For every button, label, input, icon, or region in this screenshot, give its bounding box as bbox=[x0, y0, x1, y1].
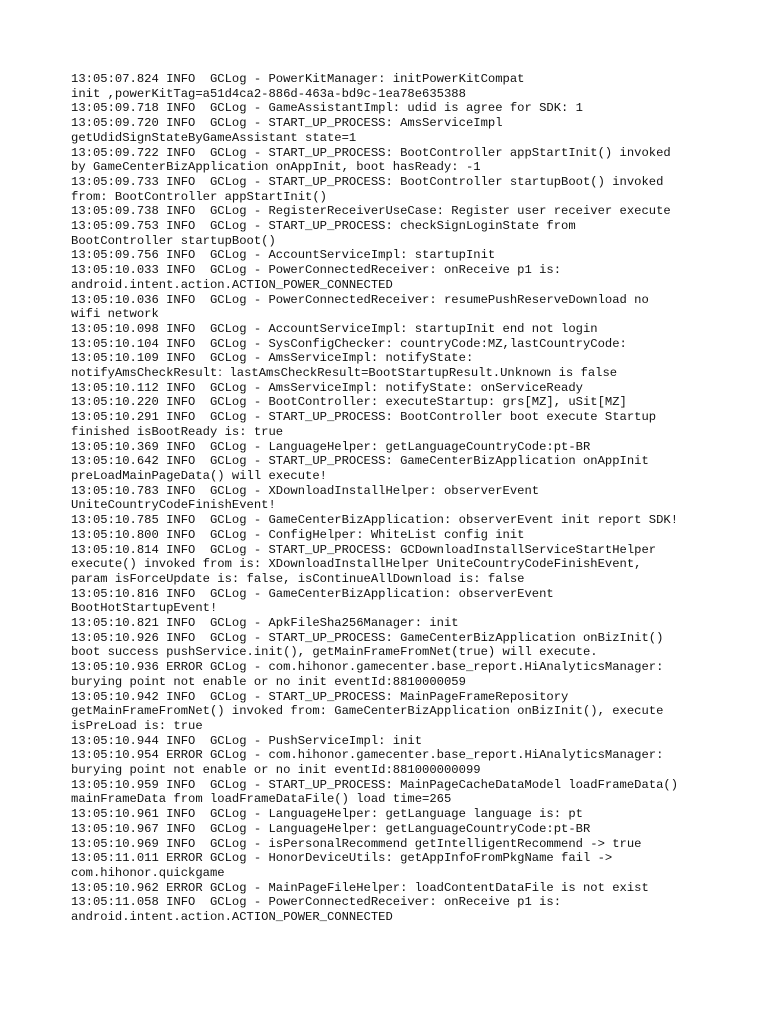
log-line: 13:05:10.961 INFO GCLog - LanguageHelper: getLanguage language is: pt bbox=[71, 807, 583, 822]
log-line: 13:05:10.036 INFO GCLog - PowerConnectedReceiver: resumePushReserveDownload no bbox=[71, 292, 649, 307]
log-line: 13:05:09.720 INFO GCLog - START_UP_PROCESS: AmsServiceImpl bbox=[71, 116, 503, 131]
log-line: 13:05:10.783 INFO GCLog - XDownloadInstallHelper: observerEvent bbox=[71, 483, 540, 498]
log-line: 13:05:11.011 ERROR GCLog - HonorDeviceUtils: getAppInfoFromPkgName fail -> bbox=[71, 851, 613, 866]
log-line: boot success pushService.init(), getMainFrameFromNet(true) will execute. bbox=[71, 645, 598, 660]
log-line: init ,powerKitTag=a51d4ca2-886d-463a-bd9c-1ea78e635388 bbox=[71, 86, 466, 101]
log-line: execute() invoked from is: XDownloadInstallHelper UniteCountryCodeFinishEvent, bbox=[71, 557, 642, 572]
log-line: 13:05:11.058 INFO GCLog - PowerConnectedReceiver: onReceive p1 is: bbox=[71, 895, 562, 910]
log-line: 13:05:10.104 INFO GCLog - SysConfigChecker: countryCode:MZ,lastCountryCode: bbox=[71, 336, 627, 351]
log-line: 13:05:09.733 INFO GCLog - START_UP_PROCESS: BootController startupBoot() invoked bbox=[71, 174, 664, 189]
log-line: 13:05:10.959 INFO GCLog - START_UP_PROCESS: MainPageCacheDataModel loadFrameData() bbox=[71, 777, 679, 792]
log-line: 13:05:10.291 INFO GCLog - START_UP_PROCESS: BootController boot execute Startup bbox=[71, 410, 657, 425]
log-line: 13:05:10.369 INFO GCLog - LanguageHelper: getLanguageCountryCode:pt-BR bbox=[71, 439, 591, 454]
log-line: 13:05:10.926 INFO GCLog - START_UP_PROCESS: GameCenterBizApplication onBizInit() bbox=[71, 630, 664, 645]
log-line: 13:05:10.033 INFO GCLog - PowerConnectedReceiver: onReceive p1 is: bbox=[71, 263, 562, 278]
log-line: 13:05:10.944 INFO GCLog - PushServiceImpl: init bbox=[71, 733, 423, 748]
log-line: finished isBootReady is: true bbox=[71, 424, 284, 439]
log-text-block bbox=[71, 72, 711, 925]
log-line: wifi network bbox=[71, 307, 159, 322]
log-line: BootHotStartupEvent! bbox=[71, 601, 218, 616]
log-line: 13:05:10.821 INFO GCLog - ApkFileSha256Manager: init bbox=[71, 616, 459, 631]
log-line: preLoadMainPageData() will execute! bbox=[71, 468, 327, 483]
log-line: 13:05:10.814 INFO GCLog - START_UP_PROCESS: GCDownloadInstallServiceStartHelper bbox=[71, 542, 657, 557]
log-line: 13:05:10.962 ERROR GCLog - MainPageFileHelper: loadContentDataFile is not exist bbox=[71, 880, 649, 895]
log-line: 13:05:10.800 INFO GCLog - ConfigHelper: WhiteList config init bbox=[71, 527, 525, 542]
log-line: from: BootController appStartInit() bbox=[71, 189, 327, 204]
log-line: 13:05:10.109 INFO GCLog - AmsServiceImpl: notifyState: bbox=[71, 351, 474, 366]
log-line: 13:05:10.954 ERROR GCLog - com.hihonor.gamecenter.base_report.HiAnalyticsManager: bbox=[71, 748, 664, 763]
log-line: BootController startupBoot() bbox=[71, 233, 276, 248]
log-line: 13:05:10.936 ERROR GCLog - com.hihonor.gamecenter.base_report.HiAnalyticsManager: bbox=[71, 660, 664, 675]
log-line: param isForceUpdate is: false, isContinueAllDownload is: false bbox=[71, 571, 525, 586]
log-line: 13:05:10.642 INFO GCLog - START_UP_PROCESS: GameCenterBizApplication onAppInit bbox=[71, 454, 649, 469]
log-line: com.hihonor.quickgame bbox=[71, 865, 225, 880]
log-line: 13:05:09.722 INFO GCLog - START_UP_PROCESS: BootController appStartInit() invoked bbox=[71, 145, 671, 160]
log-line: 13:05:10.785 INFO GCLog - GameCenterBizApplication: observerEvent init report SDK! bbox=[71, 513, 679, 528]
log-line: getUdidSignStateByGameAssistant state=1 bbox=[71, 130, 357, 145]
log-line: 13:05:10.112 INFO GCLog - AmsServiceImpl: notifyState: onServiceReady bbox=[71, 380, 583, 395]
log-line: 13:05:10.969 INFO GCLog - isPersonalRecommend getIntelligentRecommend -> true bbox=[71, 836, 642, 851]
log-line: burying point not enable or no init eventId:881000000099 bbox=[71, 763, 481, 778]
log-line: android.intent.action.ACTION_POWER_CONNECTED bbox=[71, 277, 393, 292]
log-line: 13:05:10.098 INFO GCLog - AccountServiceImpl: startupInit end not login bbox=[71, 321, 598, 336]
log-document bbox=[71, 72, 711, 925]
log-line: mainFrameData from loadFrameDataFile() load time=265 bbox=[71, 792, 452, 807]
log-line: by GameCenterBizApplication onAppInit, boot hasReady: -1 bbox=[71, 160, 481, 175]
log-line: 13:05:07.824 INFO GCLog - PowerKitManager: initPowerKitCompat bbox=[71, 72, 525, 86]
log-line: 13:05:09.753 INFO GCLog - START_UP_PROCESS: checkSignLoginState from bbox=[71, 219, 576, 234]
log-line: getMainFrameFromNet() invoked from: GameCenterBizApplication onBizInit(), execute bbox=[71, 704, 664, 719]
log-line: 13:05:09.718 INFO GCLog - GameAssistantImpl: udid is agree for SDK: 1 bbox=[71, 101, 583, 116]
log-line: 13:05:10.816 INFO GCLog - GameCenterBizApplication: observerEvent bbox=[71, 586, 554, 601]
log-line: 13:05:09.738 INFO GCLog - RegisterReceiverUseCase: Register user receiver execute bbox=[71, 204, 671, 219]
log-line: burying point not enable or no init eventId:8810000059 bbox=[71, 674, 466, 689]
log-line: isPreLoad is: true bbox=[71, 718, 203, 733]
log-line: 13:05:09.756 INFO GCLog - AccountServiceImpl: startupInit bbox=[71, 248, 496, 263]
log-line: notifyAmsCheckResult：lastAmsCheckResult=BootStartupResult.Unknown is false bbox=[71, 366, 618, 381]
log-line: android.intent.action.ACTION_POWER_CONNECTED bbox=[71, 910, 393, 925]
log-line: 13:05:10.967 INFO GCLog - LanguageHelper: getLanguageCountryCode:pt-BR bbox=[71, 821, 591, 836]
log-line: 13:05:10.220 INFO GCLog - BootController: executeStartup: grs[MZ], uSit[MZ] bbox=[71, 395, 627, 410]
log-line: UniteCountryCodeFinishEvent! bbox=[71, 498, 276, 513]
log-line: 13:05:10.942 INFO GCLog - START_UP_PROCESS: MainPageFrameRepository bbox=[71, 689, 569, 704]
